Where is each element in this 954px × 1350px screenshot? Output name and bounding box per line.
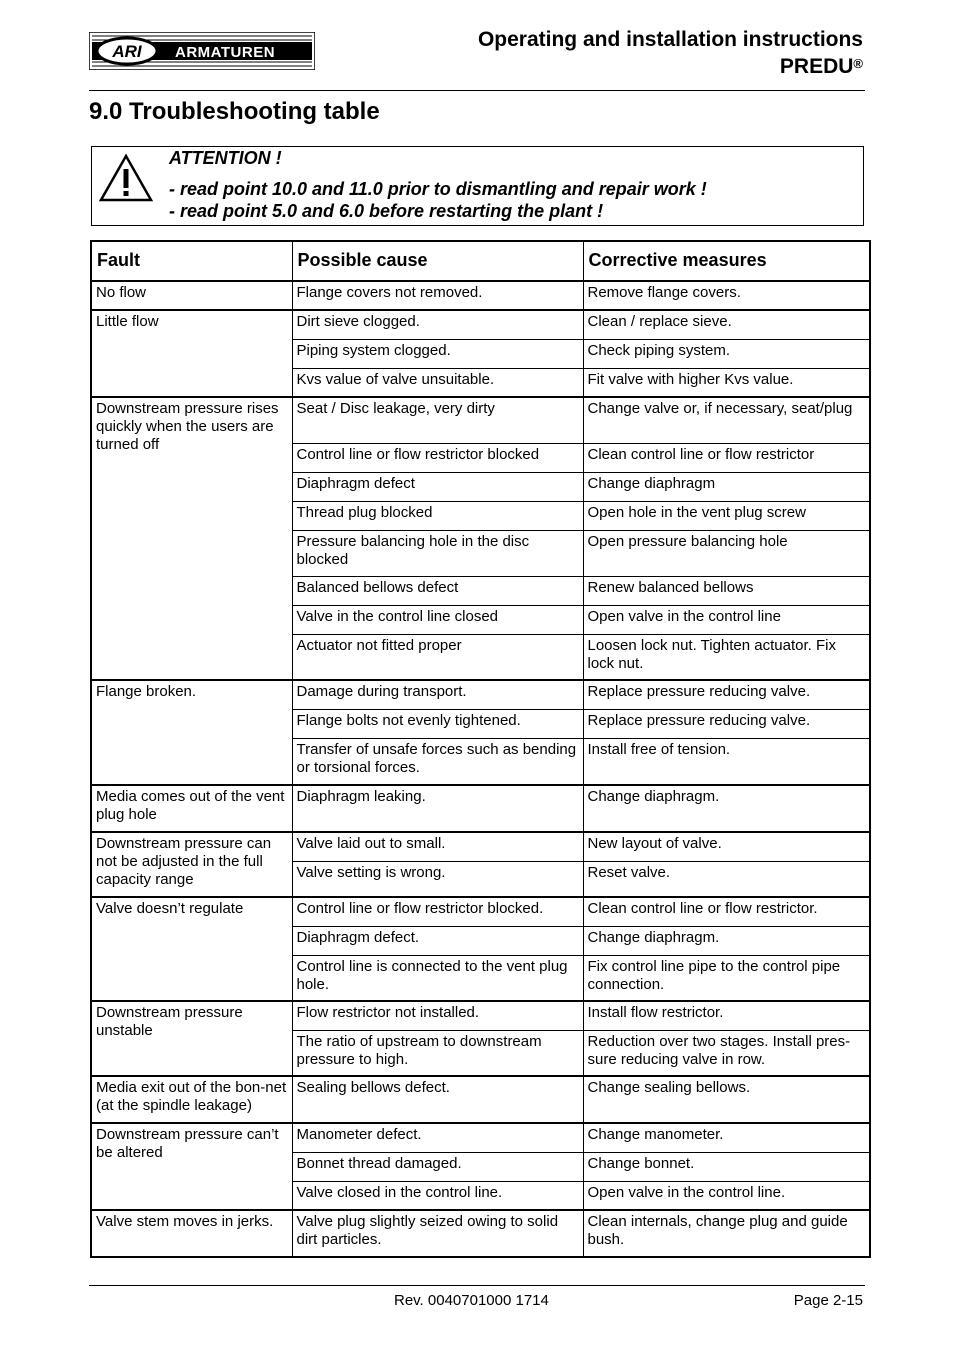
cause-cell: Actuator not fitted proper <box>292 634 583 680</box>
document-title-line2 <box>478 53 863 80</box>
fault-cell: No flow <box>91 281 292 310</box>
measure-cell: Open valve in the control line <box>583 605 870 634</box>
fault-cell: Valve doesn’t regulate <box>91 897 292 1001</box>
measure-cell: Change diaphragm. <box>583 926 870 955</box>
cause-cell: Thread plug blocked <box>292 501 583 530</box>
svg-text:ARI: ARI <box>112 42 142 61</box>
cause-cell: Dirt sieve clogged. <box>292 310 583 339</box>
cause-cell: Valve setting is wrong. <box>292 861 583 897</box>
cause-cell: Valve laid out to small. <box>292 832 583 861</box>
table-row <box>91 832 870 861</box>
footer-divider <box>89 1285 865 1286</box>
measure-cell: Clean internals, change plug and guide bush. <box>583 1210 870 1257</box>
measure-cell: Reset valve. <box>583 861 870 897</box>
column-header-measures: Corrective measures <box>583 241 870 281</box>
measure-cell: Change bonnet. <box>583 1152 870 1181</box>
table-row <box>91 281 870 310</box>
svg-text:ARMATUREN: ARMATUREN <box>175 44 276 61</box>
ari-armaturen-logo <box>89 32 315 70</box>
cause-cell: Manometer defect. <box>292 1123 583 1152</box>
cause-cell: Diaphragm leaking. <box>292 785 583 832</box>
header-divider <box>89 90 865 91</box>
measure-cell: Open valve in the control line. <box>583 1181 870 1210</box>
measure-cell: Replace pressure reducing valve. <box>583 709 870 738</box>
measure-cell: Open hole in the vent plug screw <box>583 501 870 530</box>
product-name: PREDU <box>779 55 854 78</box>
measure-cell: Replace pressure reducing valve. <box>583 680 870 709</box>
fault-cell: Flange broken. <box>91 680 292 785</box>
cause-cell: Valve closed in the control line. <box>292 1181 583 1210</box>
measure-cell: Reduction over two stages. Install pres-sure reducing valve in row. <box>583 1030 870 1076</box>
measure-cell: Change diaphragm <box>583 472 870 501</box>
cause-cell: Flange bolts not evenly tightened. <box>292 709 583 738</box>
table-row <box>91 1001 870 1030</box>
cause-cell: Damage during transport. <box>292 680 583 709</box>
cause-cell: Balanced bellows defect <box>292 576 583 605</box>
fault-cell: Downstream pressure can’t be altered <box>91 1123 292 1210</box>
cause-cell: The ratio of upstream to downstream pressure to high. <box>292 1030 583 1076</box>
fault-cell: Little flow <box>91 310 292 397</box>
column-header-fault: Fault <box>91 241 292 281</box>
measure-cell: Change valve or, if necessary, seat/plug <box>583 397 870 443</box>
measure-cell: Fit valve with higher Kvs value. <box>583 368 870 397</box>
measure-cell: Clean / replace sieve. <box>583 310 870 339</box>
fault-cell: Media exit out of the bon-net (at the spindle leakage) <box>91 1076 292 1123</box>
measure-cell: Remove flange covers. <box>583 281 870 310</box>
cause-cell: Pressure balancing hole in the disc blocked <box>292 530 583 576</box>
cause-cell: Valve in the control line closed <box>292 605 583 634</box>
measure-cell: Clean control line or flow restrictor <box>583 443 870 472</box>
attention-heading: ATTENTION ! <box>169 148 282 168</box>
measure-cell: Install flow restrictor. <box>583 1001 870 1030</box>
attention-text <box>169 147 707 222</box>
measure-cell: Change sealing bellows. <box>583 1076 870 1123</box>
page-number: Page 2-15 <box>793 1292 863 1309</box>
cause-cell: Seat / Disc leakage, very dirty <box>292 397 583 443</box>
measure-cell: New layout of valve. <box>583 832 870 861</box>
table-row <box>91 680 870 709</box>
table-row <box>91 1076 870 1123</box>
table-row <box>91 1210 870 1257</box>
cause-cell: Control line or flow restrictor blocked <box>292 443 583 472</box>
fault-cell: Downstream pressure can not be adjusted in the full capacity range <box>91 832 292 897</box>
attention-line-1: - read point 10.0 and 11.0 prior to dismantling and repair work ! <box>169 179 707 199</box>
measure-cell: Install free of tension. <box>583 738 870 785</box>
cause-cell: Bonnet thread damaged. <box>292 1152 583 1181</box>
warning-triangle-icon <box>98 153 154 203</box>
revision-number: Rev. 0040701000 1714 <box>394 1292 549 1309</box>
cause-cell: Kvs value of valve unsuitable. <box>292 368 583 397</box>
cause-cell: Diaphragm defect <box>292 472 583 501</box>
table-row <box>91 310 870 339</box>
logo-graphic <box>89 32 315 70</box>
cause-cell: Diaphragm defect. <box>292 926 583 955</box>
fault-cell: Downstream pressure unstable <box>91 1001 292 1076</box>
document-title <box>478 26 863 80</box>
measure-cell: Renew balanced bellows <box>583 576 870 605</box>
cause-cell: Control line or flow restrictor blocked. <box>292 897 583 926</box>
measure-cell: Fix control line pipe to the control pipe connection. <box>583 955 870 1001</box>
table-row <box>91 397 870 443</box>
section-title: 9.0 Troubleshooting table <box>89 98 380 125</box>
measure-cell: Open pressure balancing hole <box>583 530 870 576</box>
document-title-line1: Operating and installation instructions <box>477 28 863 51</box>
table-header-row <box>91 241 870 281</box>
attention-line-2: - read point 5.0 and 6.0 before restarting the plant ! <box>169 201 604 221</box>
fault-cell: Downstream pressure rises quickly when the users are turned off <box>91 397 292 680</box>
table-row <box>91 785 870 832</box>
cause-cell: Piping system clogged. <box>292 339 583 368</box>
measure-cell: Check piping system. <box>583 339 870 368</box>
table-row <box>91 1123 870 1152</box>
cause-cell: Control line is connected to the vent plug hole. <box>292 955 583 1001</box>
table-row <box>91 897 870 926</box>
cause-cell: Transfer of unsafe forces such as bending or torsional forces. <box>292 738 583 785</box>
cause-cell: Valve plug slightly seized owing to solid dirt particles. <box>292 1210 583 1257</box>
fault-cell: Valve stem moves in jerks. <box>91 1210 292 1257</box>
measure-cell: Clean control line or flow restrictor. <box>583 897 870 926</box>
table-body <box>91 281 870 1257</box>
cause-cell: Flow restrictor not installed. <box>292 1001 583 1030</box>
measure-cell: Loosen lock nut. Tighten actuator. Fix lock nut. <box>583 634 870 680</box>
attention-box <box>91 146 864 226</box>
cause-cell: Sealing bellows defect. <box>292 1076 583 1123</box>
registered-mark: ® <box>853 56 863 71</box>
cause-cell: Flange covers not removed. <box>292 281 583 310</box>
troubleshooting-table <box>90 240 871 1258</box>
measure-cell: Change manometer. <box>583 1123 870 1152</box>
fault-cell: Media comes out of the vent plug hole <box>91 785 292 832</box>
column-header-cause: Possible cause <box>292 241 583 281</box>
measure-cell: Change diaphragm. <box>583 785 870 832</box>
